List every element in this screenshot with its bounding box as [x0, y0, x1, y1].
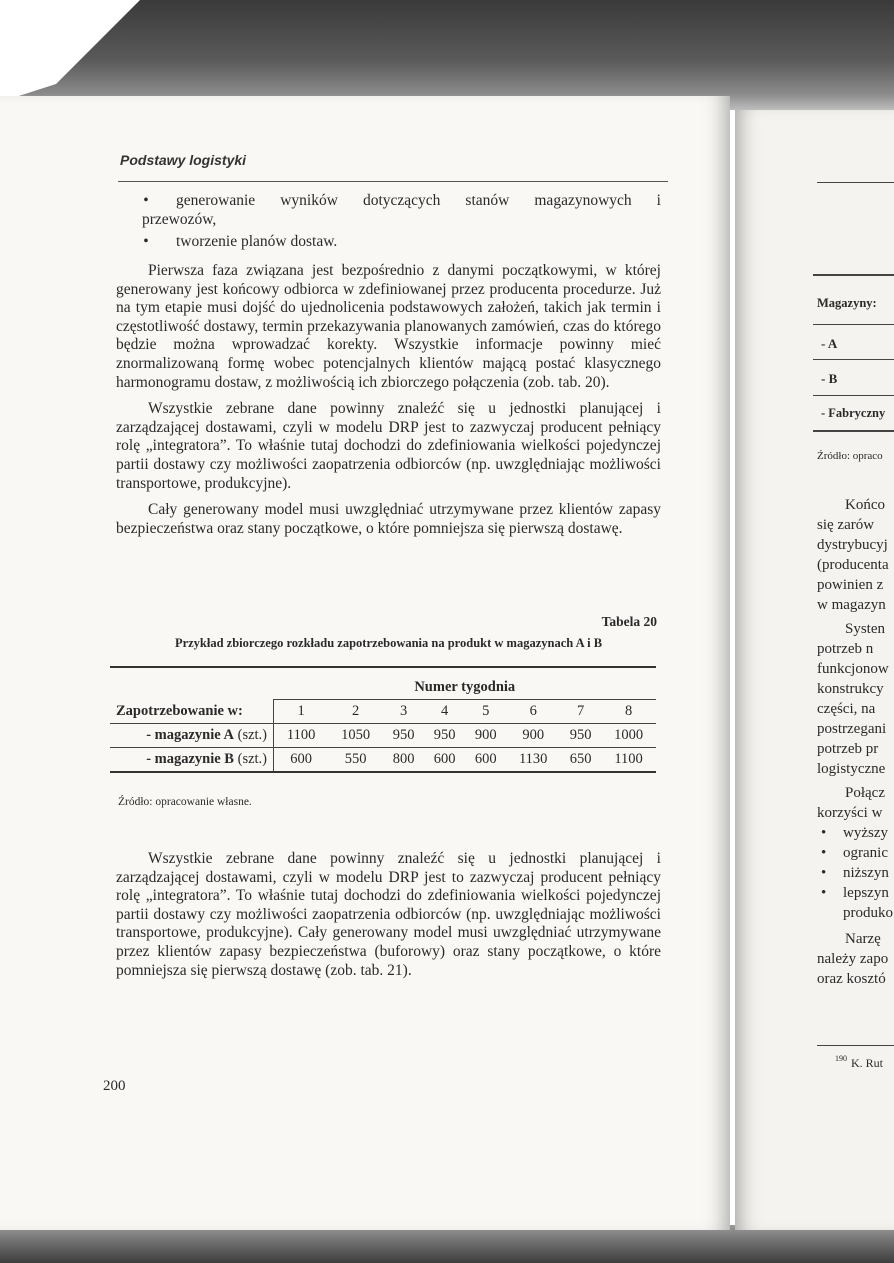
table-week-header: 8	[624, 703, 633, 719]
row-label-unit: (szt.)	[233, 751, 267, 767]
bullet-text-continuation: przewozów,	[142, 210, 217, 228]
table-week-header: 7	[577, 703, 585, 719]
right-text-line: w magazyn	[817, 597, 886, 613]
table-group-header: Numer tygodnia	[274, 676, 657, 700]
table-cell: 1000	[601, 724, 656, 748]
table-corner	[110, 676, 274, 700]
table-caption: Przykład zbiorczego rozkładu zapotrzebowania na produkt w magazynach A i B	[174, 636, 603, 650]
right-table-rule	[813, 324, 894, 325]
bullet-item	[116, 233, 661, 252]
table-row-label	[110, 748, 274, 772]
table-cell: 950	[424, 724, 465, 748]
bullet-icon: •	[143, 192, 149, 209]
table-week-header: 5	[482, 703, 490, 719]
table-number: Tabela 20	[601, 614, 657, 629]
page-number: 200	[103, 1078, 126, 1094]
right-table-bottom-rule	[813, 430, 894, 432]
right-bullet-continuation: produko	[843, 905, 893, 921]
right-text-line: powinien z	[817, 577, 884, 593]
bullet-icon: •	[821, 865, 827, 881]
right-text-line: Systen	[845, 621, 886, 637]
right-text-line: (producenta	[817, 557, 889, 573]
table-cell: 950	[383, 724, 424, 748]
footnote-rule	[817, 1045, 894, 1046]
table-cell: 1050	[328, 724, 383, 748]
running-head: Podstawy logistyki	[120, 152, 247, 168]
right-bullet-text: niższyn	[843, 865, 889, 881]
table-cell: 600	[274, 748, 329, 772]
scanner-background-bottom	[0, 1225, 894, 1263]
right-text-line: Narzę	[845, 931, 881, 947]
right-text-line: części, na	[817, 701, 876, 717]
table-week-header: 6	[529, 703, 537, 719]
bullet-text: tworzenie planów dostaw.	[176, 233, 338, 251]
table-cell: 1130	[506, 748, 560, 772]
table-cell: 600	[424, 748, 465, 772]
table-cell: 550	[328, 748, 383, 772]
right-text-line: Końco	[845, 497, 885, 513]
table-row-header: Zapotrzebowanie w:	[110, 700, 274, 724]
right-text-line: funkcjonow	[817, 661, 889, 677]
right-text-line: konstrukcy	[817, 681, 884, 697]
right-table-row: - Fabryczny	[821, 406, 886, 420]
right-table-rule	[813, 359, 894, 360]
right-text-line: potrzeb pr	[817, 741, 879, 757]
right-text-line: należy zapo	[817, 951, 889, 967]
right-table-label: Magazyny:	[817, 296, 877, 310]
right-text-line: Połącz	[845, 785, 885, 801]
table-cell: 1100	[601, 748, 656, 772]
bullet-icon: •	[821, 885, 827, 901]
header-rule	[118, 181, 668, 182]
scanner-background-top	[0, 0, 894, 110]
right-table-top-rule	[813, 274, 894, 276]
right-table-source: Źródło: opraco	[817, 450, 883, 462]
bullet-icon: •	[821, 845, 827, 861]
table-cell: 1100	[274, 724, 329, 748]
right-table-rule	[813, 395, 894, 396]
bullet-icon: •	[143, 233, 149, 251]
table-cell: 900	[465, 724, 506, 748]
table-week-header: 4	[441, 703, 449, 719]
row-label-name: - magazynie A	[146, 727, 234, 743]
right-bullet-text: wyższy	[843, 825, 888, 841]
right-text-line: korzyści w	[817, 805, 883, 821]
right-table-row: - B	[821, 371, 838, 386]
right-text-line: logistyczne	[817, 761, 886, 777]
footnote-mark: 190	[835, 1054, 847, 1063]
bullet-list	[116, 192, 661, 252]
row-label-unit: (szt.)	[233, 727, 267, 743]
paragraph: Wszystkie zebrane dane powinny znaleźć się u jednostki planującej i zarządzającej dostawami, czyli w modelu DRP jest to zazwyczaj producent pełniący rolę „integratora”. To właśnie tutaj dochodzi do zdefiniowania wielkości pojedynczej partii dostawy czy możliwości zaopatrzenia odbiorców (np. uwzględniając możliwości transportowe, produkcyjne). Cały generowany model musi uwzględniać utrzymywane przez klientów zapasy bezpieczeństwa (buforowy) oraz stany początkowe, o które pomniejsza się pierwszą dostawę (zob. tab. 21).	[116, 850, 661, 979]
bullet-text: generowanie wyników dotyczących stanów magazynowych i	[176, 192, 661, 209]
right-text-line: się zarów	[817, 517, 875, 533]
bullet-icon: •	[821, 825, 827, 841]
table-row-label	[110, 724, 274, 748]
bullet-item	[116, 192, 661, 229]
table-cell: 800	[383, 748, 424, 772]
table-week-header: 2	[352, 703, 360, 719]
table-grid	[110, 676, 656, 771]
table-row	[110, 748, 656, 772]
table-week-header: 1	[297, 703, 305, 719]
demand-table	[110, 666, 656, 773]
row-label-name: - magazynie B	[146, 751, 234, 767]
right-bullet-text: lepszyn	[843, 885, 889, 901]
right-table-row: - A	[821, 336, 838, 351]
right-bullet-text: ogranic	[843, 845, 888, 861]
table-source: Źródło: opracowanie własne.	[118, 796, 252, 808]
table-cell: 600	[465, 748, 506, 772]
table-cell: 900	[506, 724, 560, 748]
table-week-header: 3	[399, 703, 408, 719]
paragraph: Wszystkie zebrane dane powinny znaleźć się u jednostki planującej i zarządzającej dostawami, czyli w modelu DRP jest to zazwyczaj producent pełniący rolę „integratora”. To właśnie tutaj dochodzi do zdefiniowania wielkości pojedynczej partii dostawy czy możliwości zaopatrzenia odbiorców (np. uwzględniając możliwości transportowe, produkcyjne).	[116, 400, 661, 492]
right-text-line: dystrybucyj	[817, 537, 888, 553]
paragraph: Pierwsza faza związana jest bezpośrednio z danymi początkowymi, w której generowany jest końcowy odbiorca w zdefiniowanej przez producenta procedurze. Już na tym etapie musi dojść do ujednolicenia podstawowych założeń, takich jak termin i częstotliwość dostawy, termin przekazywania planowanych zamówień, czas do którego będzie można wprowadzać korekty. Wszystkie informacje powinny mieć znormalizowaną formę wobec potencjalnych klientów mającą postać klasycznego harmonogramu dostaw, z możliwością ich zbiorczego połączenia (zob. tab. 20).	[116, 262, 661, 391]
table-top-rule	[110, 666, 656, 668]
right-text-line: postrzegani	[817, 721, 887, 737]
table-cell: 650	[560, 748, 601, 772]
right-text-line: oraz kosztó	[817, 971, 886, 987]
right-page	[735, 110, 894, 1230]
closing-text	[116, 850, 661, 988]
table-bottom-rule	[110, 771, 656, 773]
footnote-text: K. Rut	[851, 1056, 884, 1070]
paragraph: Cały generowany model musi uwzględniać utrzymywane przez klientów zapasy bezpieczeństwa oraz stany początkowe, o które pomniejsza się pierwszą dostawę.	[116, 501, 661, 537]
table-cell: 950	[560, 724, 601, 748]
right-header-rule	[817, 182, 894, 183]
table-row	[110, 724, 656, 748]
body-text	[116, 262, 661, 546]
right-text-line: potrzeb n	[817, 641, 874, 657]
